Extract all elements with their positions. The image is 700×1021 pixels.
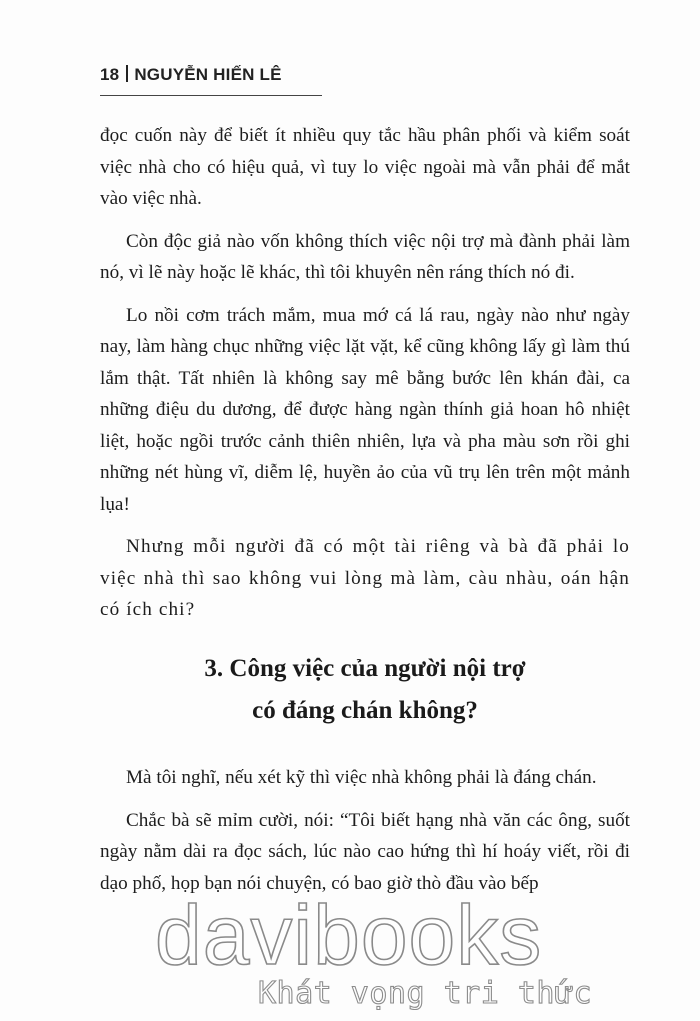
section-heading-line: có đáng chán không? [252,697,478,724]
section-heading [100,648,630,732]
paragraph: Nhưng mỗi người đã có một tài riêng và bà đã phải lo việc nhà thì sao không vui lòng mà làm, càu nhàu, oán hận có ích chi? [100,536,630,620]
watermark-tagline: Khát vọng tri thức [258,976,593,1011]
watermark-brand: davibooks [155,888,543,982]
body-text-bottom [100,762,630,910]
paragraph: Mà tôi nghĩ, nếu xét kỹ thì việc nhà không phải là đáng chán. [126,767,597,788]
paragraph: Còn độc giả nào vốn không thích việc nội trợ mà đành phải làm nó, vì lẽ này hoặc lẽ khác, thì tôi khuyên nên ráng thích nó đi. [100,230,630,283]
page-number: 18 [100,65,120,84]
paragraph: Lo nồi cơm trách mắm, mua mớ cá lá rau, ngày nào như ngày nay, làm hàng chục những việc lặt vặt, kể cũng không lấy gì làm thú lắm thật. Tất nhiên là không say mê bằng bước lên khán đài, ca những điệu du dương, để được hàng ngàn thính giả hoan hô nhiệt liệt, hoặc ngồi trước cảnh thiên nhiên, lựa và pha màu sơn rồi ghi những nét hùng vĩ, diễm lệ, huyền ảo của vũ trụ lên trên một mảnh lụa! [100,304,630,515]
author-name: NGUYỄN HIẾN LÊ [134,65,282,84]
paragraph: Chắc bà sẽ mỉm cười, nói: “Tôi biết hạng nhà văn các ông, suốt ngày nằm dài ra đọc sách, lúc nào cao hứng thì hí hoáy viết, rồi đi dạo phố, họp bạn nói chuyện, có bao giờ thò đầu vào bếp [100,809,630,894]
running-head [100,63,282,85]
section-heading-line: 3. Công việc của người nội trợ [204,655,526,682]
header-divider [126,65,128,82]
paragraph: đọc cuốn này để biết ít nhiều quy tắc hầu phân phối và kiểm soát việc nhà cho có hiệu quả, vì tuy lo việc ngoài mà vẫn phải để mắt vào việc nhà. [100,125,630,209]
header-rule [100,95,322,96]
body-text-top [100,120,630,637]
